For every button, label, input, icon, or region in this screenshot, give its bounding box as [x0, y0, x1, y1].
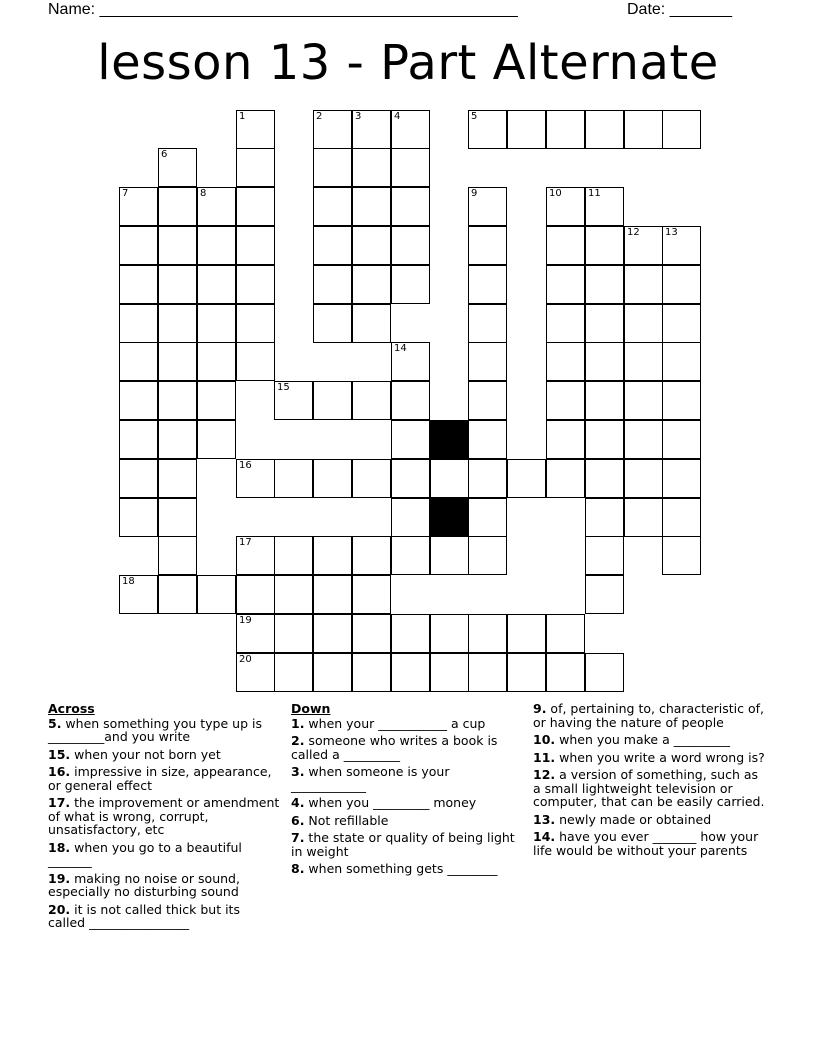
clue-across-18: 18. when you go to a beautiful _______ [48, 839, 242, 868]
crossword-cell[interactable] [119, 498, 158, 537]
crossword-cell[interactable] [546, 420, 585, 459]
crossword-cell[interactable] [236, 148, 275, 187]
crossword-block [430, 420, 469, 459]
clue-across-20: 20. it is not called thick but its called ________________ [48, 901, 240, 930]
clue-across-19: 19. making no noise or sound, especially no disturbing sound [48, 870, 240, 899]
crossword-block [430, 498, 469, 537]
crossword-cell[interactable] [468, 342, 507, 381]
crossword-cell[interactable] [585, 536, 624, 575]
crossword-cell[interactable] [391, 420, 430, 459]
crossword-cell[interactable] [236, 226, 275, 265]
crossword-cell[interactable] [546, 342, 585, 381]
crossword-cell[interactable] [546, 459, 585, 498]
clue-number: 2 [316, 111, 323, 122]
crossword-cell[interactable] [158, 342, 197, 381]
crossword-cell[interactable] [352, 265, 391, 304]
crossword-cell[interactable] [624, 381, 663, 420]
crossword-cell[interactable] [391, 110, 430, 149]
crossword-cell[interactable] [313, 575, 352, 614]
crossword-cell[interactable] [197, 226, 236, 265]
crossword-cell[interactable] [158, 420, 197, 459]
crossword-cell[interactable] [624, 498, 663, 537]
crossword-cell[interactable] [624, 226, 663, 265]
crossword-cell[interactable] [468, 420, 507, 459]
crossword-cell[interactable] [119, 381, 158, 420]
crossword-cell[interactable] [391, 653, 430, 692]
crossword-cell[interactable] [585, 226, 624, 265]
crossword-cell[interactable] [624, 265, 663, 304]
crossword-cell[interactable] [662, 110, 701, 149]
crossword-cell[interactable] [546, 110, 585, 149]
crossword-cell[interactable] [197, 304, 236, 343]
clue-number: 15 [277, 382, 290, 393]
clue-down-12: 12. a version of something, such as a small lightweight television or computer, that can be easily carried. [533, 767, 765, 809]
crossword-cell[interactable] [236, 342, 275, 381]
crossword-cell[interactable] [352, 110, 391, 149]
crossword-cell[interactable] [507, 653, 546, 692]
crossword-cell[interactable] [274, 536, 313, 575]
clue-number: 9 [471, 188, 478, 199]
crossword-cell[interactable] [430, 459, 469, 498]
clue-down-8: 8. when something gets ________ [291, 861, 498, 876]
crossword-cell[interactable] [391, 265, 430, 304]
crossword-cell[interactable] [313, 110, 352, 149]
crossword-cell[interactable] [313, 459, 352, 498]
crossword-cell[interactable] [624, 459, 663, 498]
crossword-cell[interactable] [468, 187, 507, 226]
clue-number: 11 [588, 188, 601, 199]
clue-across-16: 16. impressive in size, appearance, or general effect [48, 764, 272, 793]
crossword-cell[interactable] [468, 536, 507, 575]
crossword-cell[interactable] [236, 110, 275, 149]
crossword-cell[interactable] [391, 148, 430, 187]
crossword-cell[interactable] [391, 536, 430, 575]
clue-number: 7 [122, 188, 129, 199]
crossword-cell[interactable] [158, 187, 197, 226]
crossword-cell[interactable] [546, 653, 585, 692]
crossword-cell[interactable] [507, 459, 546, 498]
crossword-cell[interactable] [546, 187, 585, 226]
crossword-cell[interactable] [468, 498, 507, 537]
crossword-cell[interactable] [274, 459, 313, 498]
crossword-cell[interactable] [352, 459, 391, 498]
date-field-label: Date: _______ [627, 1, 732, 18]
clue-number: 16 [239, 460, 252, 471]
crossword-cell[interactable] [624, 342, 663, 381]
crossword-cell[interactable] [158, 575, 197, 614]
clue-across-15: 15. when your not born yet [48, 746, 221, 762]
name-field-label: Name: _______________________________________________ [48, 1, 518, 18]
clue-down-7: 7. the state or quality of being light in weight [291, 830, 515, 859]
crossword-cell[interactable] [391, 381, 430, 420]
crossword-cell[interactable] [546, 304, 585, 343]
crossword-cell[interactable] [430, 536, 469, 575]
crossword-cell[interactable] [391, 342, 430, 381]
crossword-cell[interactable] [507, 614, 546, 653]
crossword-cell[interactable] [546, 614, 585, 653]
crossword-cell[interactable] [662, 304, 701, 343]
crossword-cell[interactable] [546, 381, 585, 420]
crossword-cell[interactable] [352, 187, 391, 226]
across-heading: Across [48, 701, 95, 716]
crossword-cell[interactable] [158, 498, 197, 537]
crossword-cell[interactable] [468, 459, 507, 498]
clue-down-13: 13. newly made or obtained [533, 811, 712, 827]
clue-down-9: 9. of, pertaining to, characteristic of, or having the nature of people [533, 701, 765, 730]
clue-number: 18 [122, 576, 135, 587]
crossword-cell[interactable] [430, 614, 469, 653]
crossword-cell[interactable] [352, 575, 391, 614]
crossword-cell[interactable] [236, 536, 275, 575]
crossword-cell[interactable] [391, 187, 430, 226]
clue-down-10: 10. when you make a _________ [533, 732, 730, 747]
crossword-cell[interactable] [352, 304, 391, 343]
crossword-cell[interactable] [313, 304, 352, 343]
clue-number: 8 [200, 188, 207, 199]
crossword-cell[interactable] [585, 187, 624, 226]
clue-number: 3 [355, 111, 362, 122]
crossword-cell[interactable] [468, 226, 507, 265]
crossword-cell[interactable] [313, 381, 352, 420]
crossword-cell[interactable] [662, 498, 701, 537]
clue-number: 20 [239, 654, 252, 665]
crossword-cell[interactable] [197, 420, 236, 459]
down-heading: Down [291, 701, 331, 716]
crossword-cell[interactable] [662, 265, 701, 304]
crossword-cell[interactable] [352, 653, 391, 692]
crossword-cell[interactable] [197, 575, 236, 614]
crossword-cell[interactable] [274, 575, 313, 614]
crossword-cell[interactable] [585, 498, 624, 537]
crossword-cell[interactable] [352, 614, 391, 653]
crossword-cell[interactable] [468, 614, 507, 653]
crossword-cell[interactable] [236, 187, 275, 226]
crossword-cell[interactable] [158, 148, 197, 187]
crossword-cell[interactable] [158, 265, 197, 304]
crossword-cell[interactable] [313, 265, 352, 304]
crossword-cell[interactable] [119, 265, 158, 304]
crossword-cell[interactable] [274, 653, 313, 692]
crossword-cell[interactable] [546, 265, 585, 304]
crossword-cell[interactable] [236, 575, 275, 614]
crossword-cell[interactable] [197, 381, 236, 420]
crossword-cell[interactable] [313, 226, 352, 265]
crossword-cell[interactable] [119, 575, 158, 614]
crossword-cell[interactable] [585, 653, 624, 692]
down-clues-continued [533, 702, 768, 861]
crossword-cell[interactable] [236, 614, 275, 653]
clue-number: 19 [239, 615, 252, 626]
crossword-cell[interactable] [585, 110, 624, 149]
crossword-cell[interactable] [236, 265, 275, 304]
clue-across-17: 17. the improvement or amendment of what is wrong, corrupt, unsatisfactory, etc [48, 795, 280, 837]
crossword-cell[interactable] [391, 226, 430, 265]
clue-down-6: 6. Not refillable [291, 812, 389, 828]
clue-number: 12 [627, 227, 640, 238]
crossword-cell[interactable] [119, 420, 158, 459]
crossword-cell[interactable] [662, 536, 701, 575]
crossword-cell[interactable] [119, 226, 158, 265]
crossword-cell[interactable] [468, 653, 507, 692]
crossword-cell[interactable] [546, 226, 585, 265]
crossword-cell[interactable] [313, 614, 352, 653]
crossword-cell[interactable] [352, 381, 391, 420]
crossword-cell[interactable] [585, 381, 624, 420]
crossword-cell[interactable] [662, 226, 701, 265]
clue-down-2: 2. someone who writes a book is called a _________ [291, 733, 498, 762]
crossword-cell[interactable] [313, 536, 352, 575]
crossword-cell[interactable] [119, 187, 158, 226]
crossword-cell[interactable] [468, 265, 507, 304]
clue-down-3: 3. when someone is your ____________ [291, 764, 450, 793]
crossword-cell[interactable] [313, 187, 352, 226]
crossword-cell[interactable] [468, 110, 507, 149]
crossword-cell[interactable] [274, 614, 313, 653]
clue-number: 6 [161, 149, 168, 160]
crossword-cell[interactable] [662, 459, 701, 498]
crossword-cell[interactable] [468, 381, 507, 420]
crossword-cell[interactable] [236, 653, 275, 692]
crossword-cell[interactable] [585, 459, 624, 498]
crossword-cell[interactable] [274, 381, 313, 420]
crossword-cell[interactable] [585, 575, 624, 614]
clue-number: 14 [394, 343, 407, 354]
across-clues [48, 702, 280, 934]
crossword-cell[interactable] [313, 653, 352, 692]
down-clues [291, 702, 523, 880]
crossword-cell[interactable] [236, 304, 275, 343]
crossword-cell[interactable] [391, 459, 430, 498]
clue-down-4: 4. when you _________ money [291, 795, 477, 810]
crossword-cell[interactable] [119, 342, 158, 381]
clue-number: 17 [239, 537, 252, 548]
crossword-cell[interactable] [158, 304, 197, 343]
crossword-cell[interactable] [352, 148, 391, 187]
crossword-cell[interactable] [662, 420, 701, 459]
crossword-cell[interactable] [585, 304, 624, 343]
crossword-cell[interactable] [352, 226, 391, 265]
crossword-cell[interactable] [391, 498, 430, 537]
crossword-cell[interactable] [158, 536, 197, 575]
crossword-cell[interactable] [662, 342, 701, 381]
crossword-cell[interactable] [197, 187, 236, 226]
crossword-cell[interactable] [197, 265, 236, 304]
clue-number: 13 [665, 227, 678, 238]
crossword-cell[interactable] [662, 381, 701, 420]
clue-down-1: 1. when your ___________ a cup [291, 715, 486, 731]
clue-number: 1 [239, 111, 246, 122]
crossword-cell[interactable] [585, 342, 624, 381]
crossword-cell[interactable] [197, 342, 236, 381]
crossword-cell[interactable] [624, 420, 663, 459]
crossword-cell[interactable] [430, 653, 469, 692]
page-title: lesson 13 - Part Alternate [97, 35, 719, 91]
crossword-cell[interactable] [468, 304, 507, 343]
crossword-cell[interactable] [119, 304, 158, 343]
crossword-cell[interactable] [313, 148, 352, 187]
crossword-cell[interactable] [119, 459, 158, 498]
crossword-cell[interactable] [585, 265, 624, 304]
crossword-cell[interactable] [507, 110, 546, 149]
crossword-cell[interactable] [391, 614, 430, 653]
clue-down-11: 11. when you write a word wrong is? [533, 749, 765, 765]
crossword-cell[interactable] [158, 381, 197, 420]
crossword-cell[interactable] [585, 420, 624, 459]
crossword-cell[interactable] [352, 536, 391, 575]
crossword-cell[interactable] [236, 459, 275, 498]
clue-number: 4 [394, 111, 401, 122]
clue-down-14: 14. have you ever _______ how your life would be without your parents [533, 829, 759, 858]
crossword-cell[interactable] [624, 110, 663, 149]
clue-number: 5 [471, 111, 478, 122]
crossword-cell[interactable] [624, 304, 663, 343]
crossword-cell[interactable] [158, 459, 197, 498]
clue-number: 10 [549, 188, 562, 199]
crossword-cell[interactable] [158, 226, 197, 265]
clue-across-5: 5. when something you type up is _________and you write [48, 715, 262, 744]
